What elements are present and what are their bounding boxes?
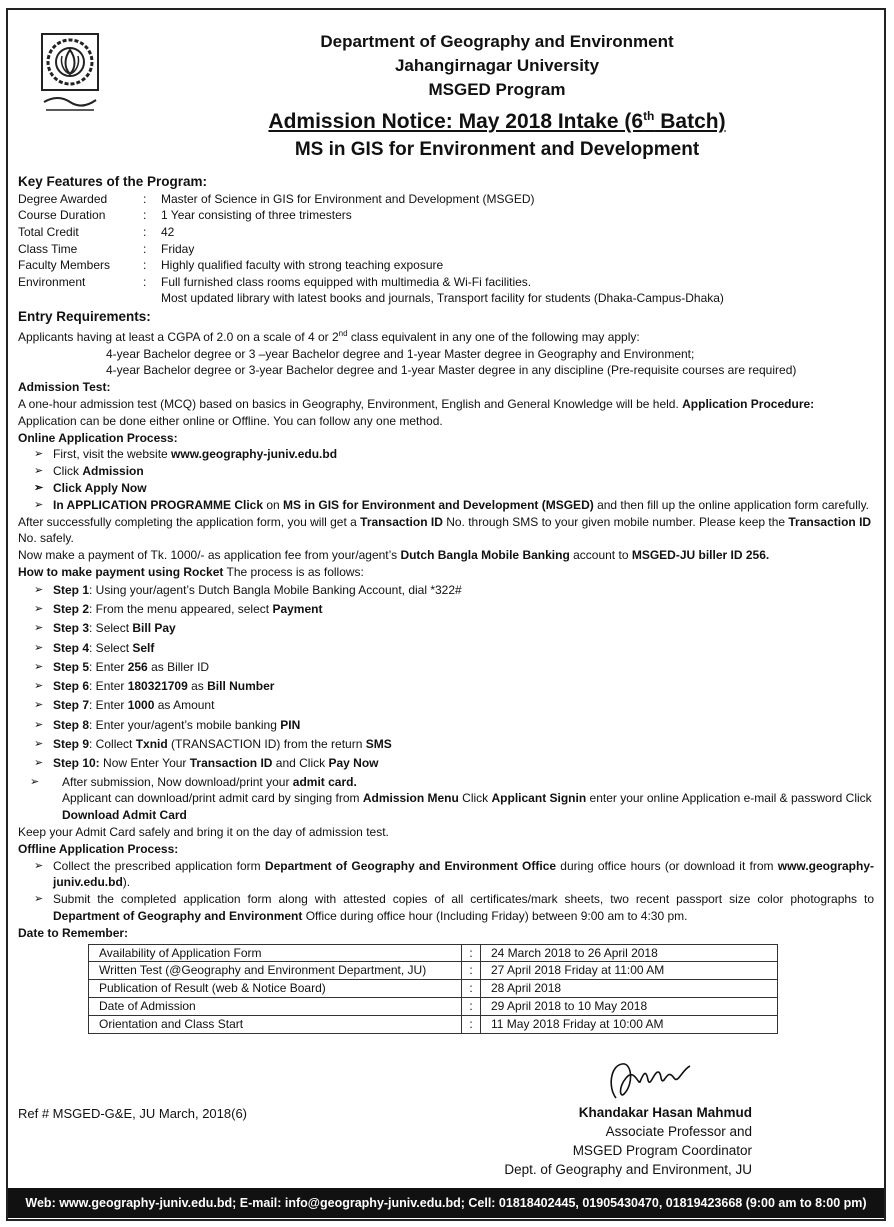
list-item: ➢ Click Apply Now <box>34 480 874 497</box>
entry-line-2: 4-year Bachelor degree or 3-year Bachelor degree and 1-year Master degree in any discipline (Pre-requisite courses are required) <box>106 363 797 378</box>
step-item: ➢ Step 6: Enter 180321709 as Bill Number <box>34 677 874 696</box>
test-text: A one-hour admission test (MCQ) based on basics in Geography, Environment, English and General Knowledge will be held. Application Procedure: Application can be done either online or Offline. You can follow any one method. <box>18 396 815 428</box>
test-heading: Admission Test: <box>18 380 111 395</box>
step-item: ➢ Step 5: Enter 256 as Biller ID <box>34 658 874 677</box>
offline-steps <box>18 858 874 925</box>
rocket-heading: How to make payment using Rocket The process is as follows: <box>18 564 364 579</box>
step-item: ➢ Step 3: Select Bill Pay <box>34 619 874 638</box>
entry-intro: Applicants having at least a CGPA of 2.0 on a scale of 4 or 2nd class equivalent in any one of the following may apply: <box>18 328 640 344</box>
step-item: ➢ Step 8: Enter your/agent’s mobile banking PIN <box>34 716 874 735</box>
feature-value: 42 <box>161 224 175 239</box>
online-steps <box>18 446 874 513</box>
payment-text: Now make a payment of Tk. 1000/- as application fee from your/agent’s Dutch Bangla Mobile Banking account to MSGED-JU biller ID 256. <box>18 548 770 563</box>
signatory-title: Dept. of Geography and Environment, JU <box>504 1162 752 1177</box>
feature-key: Course Duration <box>18 208 106 223</box>
feature-value: Master of Science in GIS for Environment and Development (MSGED) <box>161 191 535 206</box>
table-row: Publication of Result (web & Notice Board) : 28 April 2018 <box>89 980 778 998</box>
list-item: ➢ After submission, Now download/print your admit card. Applicant can download/print admit card by singing from Admission Menu Click Applicant Signin enter your online Application e-mail & password Click Download Admit Card <box>30 774 874 824</box>
list-item: ➢ In APPLICATION PROGRAMME Click on MS in GIS for Environment and Development (MSGED) and then fill up the online application form carefully. <box>34 497 874 514</box>
list-item: ➢ Collect the prescribed application form Department of Geography and Environment Office during office hours (or download it from www.geography-juniv.edu.bd). <box>34 858 874 892</box>
after-submit-text: After successfully completing the application form, you will get a Transaction ID No. through SMS to your given mobile number. Please keep the Transaction ID No. safely. <box>18 514 872 546</box>
feature-value: Highly qualified faculty with strong teaching exposure <box>161 258 444 273</box>
entry-line-1: 4-year Bachelor degree or 3 –year Bachelor degree and 1-year Master degree in Geography and Environment; <box>106 346 695 361</box>
entry-heading: Entry Requirements: <box>18 308 151 324</box>
feature-key: Total Credit <box>18 224 79 239</box>
table-row: Date of Admission : 29 April 2018 to 10 May 2018 <box>89 998 778 1016</box>
notice-header <box>120 30 874 164</box>
signatory-block <box>480 1058 752 1179</box>
step-item: ➢ Step 4: Select Self <box>34 639 874 658</box>
signatory-title: Associate Professor and <box>605 1124 752 1139</box>
step-item: ➢ Step 9: Collect Txnid (TRANSACTION ID) from the return SMS <box>34 735 874 754</box>
list-item: ➢ Submit the completed application form along with attested copies of all certificates/mark sheets, two recent passport size color photographs to Department of Geography and Environment Office during office hour (Including Friday) between 9:00 am to 4:30 pm. <box>34 891 874 925</box>
feature-key: Faculty Members <box>18 258 111 273</box>
contact-footer: Web: www.geography-juniv.edu.bd; E-mail: info@geography-juniv.edu.bd; Cell: 01818402445, 01905430470, 01819423668 (9:00 am to 8:00 pm) <box>8 1188 884 1218</box>
signatory-title: MSGED Program Coordinator <box>572 1143 752 1158</box>
offline-heading: Offline Application Process: <box>18 841 179 856</box>
admit-card-list <box>18 774 874 824</box>
features-heading: Key Features of the Program: <box>18 174 208 189</box>
payment-steps <box>18 581 874 774</box>
feature-value-cont: Most updated library with latest books and journals, Transport facility for students (Dhaka-Campus-Dhaka) <box>161 291 724 306</box>
step-item: ➢ Step 7: Enter 1000 as Amount <box>34 696 874 715</box>
reference-number: Ref # MSGED-G&E, JU March, 2018(6) <box>18 1106 248 1121</box>
feature-value: Full furnished class rooms equipped with multimedia & Wi-Fi facilities. <box>161 274 532 289</box>
features-table: Degree Awarded : Master of Science in GIS for Environment and Development (MSGED) Course Duration : 1 Year consisting of three trimesters Total Credit : 42 Class Time : Friday Faculty Members : Highly qualified faculty with strong teaching exposure Environment : Full furnished class rooms equipped with multimedia & Wi-Fi facilities. Most updated library with latest books and journals, Transport facility for students (Dhaka-Campus-Dhaka) <box>18 191 874 307</box>
list-item: ➢ First, visit the website www.geography-juniv.edu.bd <box>34 446 874 463</box>
feature-key: Class Time <box>18 241 78 256</box>
table-row: Written Test (@Geography and Environment Department, JU) : 27 April 2018 Friday at 11:00 AM <box>89 962 778 980</box>
feature-value: Friday <box>161 241 195 256</box>
department-name: Department of Geography and Environment <box>320 32 674 51</box>
program-title: MS in GIS for Environment and Development <box>294 139 700 160</box>
signatory-name: Khandakar Hasan Mahmud <box>578 1105 752 1120</box>
table-row: Availability of Application Form : 24 March 2018 to 26 April 2018 <box>89 944 778 962</box>
table-row: Orientation and Class Start : 11 May 2018 Friday at 10:00 AM <box>89 1015 778 1033</box>
feature-key: Degree Awarded <box>18 191 108 206</box>
list-item: ➢ Click Admission <box>34 463 874 480</box>
website-link[interactable]: www.geography-juniv.edu.bd <box>171 447 338 462</box>
step-item: ➢ Step 10: Now Enter Your Transaction ID and Click Pay Now <box>34 754 874 773</box>
feature-value: 1 Year consisting of three trimesters <box>161 208 352 223</box>
program-name: MSGED Program <box>428 80 566 99</box>
notice-title: Admission Notice: May 2018 Intake (6th Batch) <box>268 109 726 133</box>
university-logo <box>38 30 102 120</box>
feature-key: Environment <box>18 274 86 289</box>
step-item: ➢ Step 1: Using your/agent’s Dutch Bangla Mobile Banking Account, dial *322# <box>34 581 874 600</box>
notice-body <box>18 172 874 1034</box>
dates-table <box>88 944 778 1034</box>
keep-admit-text: Keep your Admit Card safely and bring it on the day of admission test. <box>18 825 389 840</box>
university-name: Jahangirnagar University <box>394 56 600 75</box>
step-item: ➢ Step 2: From the menu appeared, select Payment <box>34 600 874 619</box>
dates-heading: Date to Remember: <box>18 925 129 940</box>
online-heading: Online Application Process: <box>18 430 178 445</box>
